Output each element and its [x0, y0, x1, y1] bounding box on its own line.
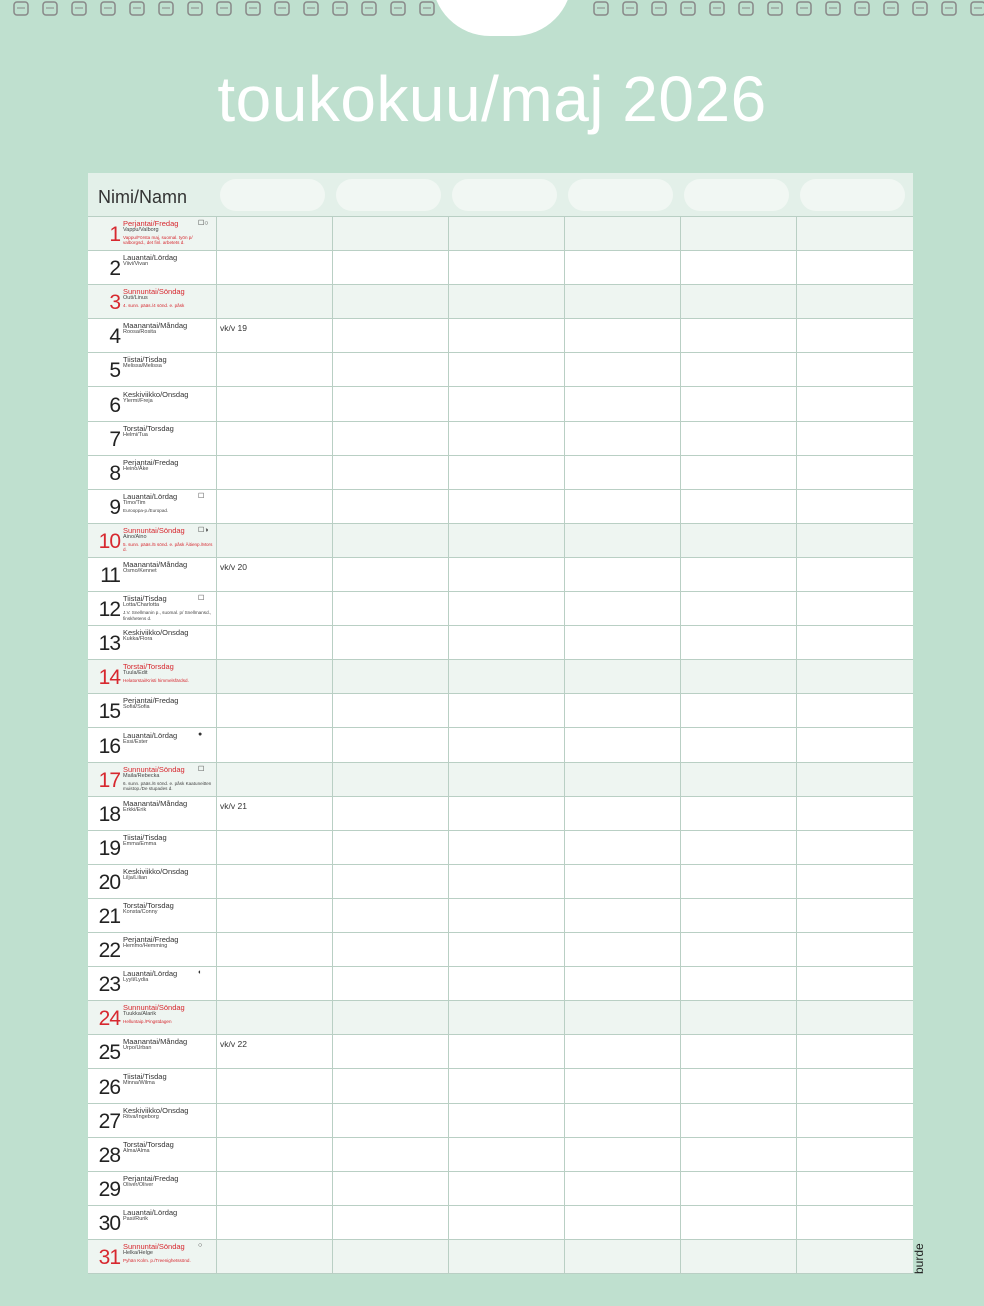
day-row[interactable] — [88, 831, 913, 865]
weekday-name: Sunnuntai/Söndag — [123, 1242, 185, 1251]
week-number: vk/v 20 — [220, 562, 247, 572]
weekday-name: Maanantai/Måndag — [123, 1037, 188, 1047]
weekday-name: Tiistai/Tisdag — [123, 594, 167, 604]
day-row[interactable] — [88, 490, 913, 524]
name-days: Sofia/Sofia — [123, 704, 150, 711]
day-row[interactable] — [88, 797, 913, 831]
day-number: 24 — [98, 1007, 120, 1031]
name-days: Minna/Wilma — [123, 1079, 155, 1086]
weekday-name: Maanantai/Måndag — [123, 321, 188, 331]
weekday-name: Perjantai/Fredag — [123, 696, 179, 706]
day-number: 18 — [98, 802, 120, 826]
name-days: Timo/Tim — [123, 499, 146, 506]
column-divider — [796, 217, 797, 1274]
day-number: 26 — [98, 1075, 120, 1099]
spiral-ring — [304, 2, 318, 15]
spiral-ring — [14, 2, 28, 15]
day-row[interactable] — [88, 456, 913, 490]
name-days: Melissa/Melissa — [123, 363, 162, 370]
day-row[interactable] — [88, 1138, 913, 1172]
name-days: Ylermi/Freja — [123, 397, 153, 404]
name-days: Outi/Linus — [123, 295, 148, 302]
holiday-note: J.V. Snellmanin p., suomal. p/ Snellmansd., finskhetens d. — [123, 610, 212, 621]
name-days: Ritva/Ingeborg — [123, 1113, 159, 1120]
spiral-ring — [594, 2, 608, 15]
weekday-name: Tiistai/Tisdag — [123, 355, 167, 365]
name-slot-4[interactable] — [568, 179, 673, 211]
day-row[interactable] — [88, 933, 913, 967]
weekday-name: Perjantai/Fredag — [123, 457, 179, 467]
spiral-ring — [391, 2, 405, 15]
flag-icon: ☐ — [198, 765, 205, 773]
holiday-note: Vappu/Första maj, suomal. työn p/ valborgsd., det finl. arbetets d. — [123, 235, 193, 246]
day-row[interactable] — [88, 660, 913, 694]
spiral-ring — [652, 2, 666, 15]
spiral-ring — [971, 2, 984, 15]
spiral-ring — [826, 2, 840, 15]
day-number: 8 — [109, 461, 120, 485]
name-days: Roosa/Rosita — [123, 329, 157, 336]
week-number: vk/v 21 — [220, 800, 247, 811]
spiral-ring — [768, 2, 782, 15]
moon-full-icon: ○ — [198, 1242, 203, 1249]
weekday-name: Maanantai/Måndag — [123, 798, 188, 808]
weekday-name: Lauantai/Lördag — [123, 1207, 178, 1217]
weekday-name: Keskiviikko/Onsdag — [123, 628, 189, 638]
holiday-note: Helatorstai/Kristi himmelsfärdsd. — [123, 678, 189, 684]
weekday-name: Maanantai/Måndag — [123, 560, 188, 569]
week-number: vk/v 22 — [220, 1039, 247, 1050]
day-row[interactable] — [88, 558, 913, 592]
flag-moon-new-icon: ☐○ — [198, 220, 209, 227]
column-divider — [332, 217, 333, 1274]
day-number: 7 — [109, 427, 120, 451]
name-slot-2[interactable] — [336, 179, 441, 211]
day-row[interactable] — [88, 1104, 913, 1138]
day-number: 31 — [98, 1246, 120, 1269]
spiral-ring — [159, 2, 173, 15]
day-number: 4 — [109, 325, 120, 349]
name-days: Oliver/Oliver — [123, 1181, 154, 1188]
name-days: Alma/Alma — [123, 1147, 150, 1154]
day-number: 6 — [109, 393, 120, 417]
day-row[interactable] — [88, 865, 913, 899]
weekday-name: Keskiviikko/Onsdag — [123, 866, 189, 876]
spiral-ring — [623, 2, 637, 15]
day-row[interactable] — [88, 967, 913, 1001]
day-row[interactable] — [88, 388, 913, 422]
name-days: Tuula/Edit — [123, 670, 148, 677]
flag-icon: ☐ — [198, 492, 205, 500]
day-number: 13 — [98, 632, 120, 656]
day-number: 3 — [109, 291, 120, 315]
name-days: Lilja/Lilian — [123, 874, 148, 881]
flag-icon: ☐ — [198, 595, 205, 603]
name-slot-1[interactable] — [220, 179, 325, 211]
name-days: Aino/Aino — [123, 533, 147, 540]
day-number: 5 — [109, 359, 120, 383]
day-number: 21 — [98, 905, 120, 928]
day-row[interactable] — [88, 1035, 913, 1069]
day-row[interactable] — [88, 729, 913, 763]
moon-first-icon: ◐ — [198, 969, 203, 977]
name-days: Essi/Ester — [123, 738, 148, 745]
brand-logo: burde — [912, 1243, 926, 1274]
week-number: vk/v 19 — [220, 323, 247, 334]
day-number: 11 — [100, 564, 120, 587]
name-days: Tuukka/Alarik — [123, 1011, 157, 1018]
day-row[interactable] — [88, 763, 913, 797]
column-divider — [448, 217, 449, 1274]
day-row[interactable] — [88, 1172, 913, 1206]
name-slot-6[interactable] — [800, 179, 905, 211]
name-slot-5[interactable] — [684, 179, 789, 211]
holiday-note: Eurooppa-p./Europad. — [123, 507, 169, 513]
day-number: 28 — [98, 1143, 120, 1167]
day-number: 14 — [98, 666, 120, 690]
weekday-name: Tiistai/Tisdag — [123, 832, 167, 842]
day-number: 17 — [98, 768, 120, 792]
spiral-ring — [420, 2, 434, 15]
day-row[interactable] — [88, 694, 913, 728]
spiral-ring — [942, 2, 956, 15]
weekday-name: Lauantai/Lördag — [123, 730, 178, 740]
column-divider — [680, 217, 681, 1274]
spiral-ring — [884, 2, 898, 15]
name-days: Osmo/Kennet — [123, 568, 157, 574]
name-days: Kukka/Flora — [123, 636, 153, 643]
day-number: 29 — [98, 1177, 120, 1201]
name-days: Viivi/Vivan — [123, 261, 149, 268]
spiral-ring — [43, 2, 57, 15]
day-row[interactable] — [88, 1001, 913, 1035]
name-days: Lotta/Charlotta — [123, 602, 160, 609]
weekday-name: Sunnuntai/Söndag — [123, 525, 185, 535]
day-number: 2 — [109, 257, 120, 281]
name-slot-3[interactable] — [452, 179, 557, 211]
holiday-note: Pyhän Kolm. p./Treenighetssönd. — [123, 1258, 191, 1263]
spiral-ring — [130, 2, 144, 15]
weekday-name: Torstai/Torsdag — [123, 423, 174, 433]
holiday-note: 6. sunn. pääs./6 sönd. e. påsk Kaatuneitten muistop./De stupades d. — [123, 780, 212, 791]
weekday-name: Keskiviikko/Onsdag — [123, 389, 189, 399]
name-days: Helka/Helge — [123, 1250, 153, 1256]
day-row[interactable] — [88, 1206, 913, 1240]
holiday-note: Helluntaip./Pingstdagen — [123, 1019, 172, 1025]
name-days: Emma/Emma — [123, 840, 157, 847]
page-title: toukokuu/maj 2026 — [217, 63, 767, 135]
name-days: Pasi/Rurik — [123, 1215, 149, 1222]
weekday-name: Lauantai/Lördag — [123, 253, 178, 263]
name-days: Maila/Rebecka — [123, 772, 160, 779]
calendar-grid — [88, 173, 913, 1274]
weekday-name: Sunnuntai/Söndag — [123, 764, 185, 774]
moon-new-icon: ● — [198, 730, 203, 738]
day-row[interactable] — [88, 592, 913, 626]
spiral-ring — [710, 2, 724, 15]
day-number: 30 — [98, 1211, 120, 1235]
day-number: 20 — [98, 870, 120, 894]
weekday-name: Perjantai/Fredag — [123, 935, 179, 945]
day-row[interactable] — [88, 319, 913, 353]
day-row[interactable] — [88, 422, 913, 456]
day-row[interactable] — [88, 524, 913, 558]
spiral-ring — [681, 2, 695, 15]
weekday-name: Lauantai/Lördag — [123, 491, 178, 501]
spiral-ring — [855, 2, 869, 15]
name-days: Urpo/Urban — [123, 1045, 152, 1052]
weekday-name: Torstai/Torsdag — [123, 662, 174, 672]
weekday-name: Lauantai/Lördag — [123, 969, 178, 979]
day-row[interactable] — [88, 217, 913, 251]
day-number: 25 — [98, 1041, 120, 1065]
spiral-ring — [333, 2, 347, 15]
name-days: Erkki/Erik — [123, 806, 147, 813]
spiral-ring — [72, 2, 86, 15]
spiral-ring — [913, 2, 927, 15]
column-divider — [564, 217, 565, 1274]
day-row[interactable] — [88, 1240, 913, 1274]
day-number: 12 — [98, 598, 120, 622]
weekday-name: Perjantai/Fredag — [123, 219, 179, 228]
day-number: 16 — [98, 734, 120, 758]
holiday-note: 4. sunn. pääs./4 sönd. e. påsk — [123, 303, 185, 309]
spiral-ring — [246, 2, 260, 15]
name-days: Lyyli/Lydia — [123, 977, 149, 984]
day-number: 27 — [98, 1109, 120, 1133]
name-days: Heino/Åke — [123, 465, 149, 472]
spiral-ring — [739, 2, 753, 15]
weekday-name: Sunnuntai/Söndag — [123, 287, 185, 297]
flag-moon-last-icon: ☐◑ — [198, 526, 209, 534]
day-row[interactable] — [88, 1070, 913, 1104]
weekday-name: Torstai/Torsdag — [123, 1139, 174, 1149]
day-number: 1 — [109, 223, 120, 246]
spiral-ring — [217, 2, 231, 15]
spiral-ring — [101, 2, 115, 15]
weekday-name: Sunnuntai/Söndag — [123, 1003, 185, 1013]
day-row[interactable] — [88, 251, 913, 285]
name-days: Konsta/Conny — [123, 909, 158, 915]
name-days: Helmi/Tua — [123, 431, 148, 438]
name-days: Hemmo/Hemming — [123, 943, 168, 950]
spiral-ring — [797, 2, 811, 15]
day-row[interactable] — [88, 899, 913, 933]
weekday-name: Perjantai/Fredag — [123, 1173, 179, 1183]
holiday-note: 5. sunn. pääs./5 sönd. e. påsk Äitienp./Mors d. — [123, 541, 213, 553]
day-row[interactable] — [88, 353, 913, 387]
day-number: 10 — [98, 529, 120, 553]
day-number: 23 — [98, 973, 120, 997]
calendar-header — [88, 173, 913, 217]
weekday-name: Tiistai/Tisdag — [123, 1071, 167, 1081]
spiral-ring — [188, 2, 202, 15]
hanger-cutout-bump — [478, 10, 524, 36]
weekday-name: Torstai/Torsdag — [123, 901, 174, 910]
name-days: Vappu/Valborg — [123, 227, 159, 233]
day-row[interactable] — [88, 626, 913, 660]
day-number: 9 — [109, 495, 120, 519]
name-column-label: Nimi/Namn — [98, 187, 188, 207]
day-number: 22 — [98, 939, 120, 963]
day-number: 15 — [98, 700, 120, 724]
spiral-ring — [362, 2, 376, 15]
column-divider — [216, 217, 217, 1274]
day-number: 19 — [98, 836, 120, 860]
spiral-ring — [275, 2, 289, 15]
weekday-name: Keskiviikko/Onsdag — [123, 1105, 189, 1115]
day-row[interactable] — [88, 285, 913, 319]
